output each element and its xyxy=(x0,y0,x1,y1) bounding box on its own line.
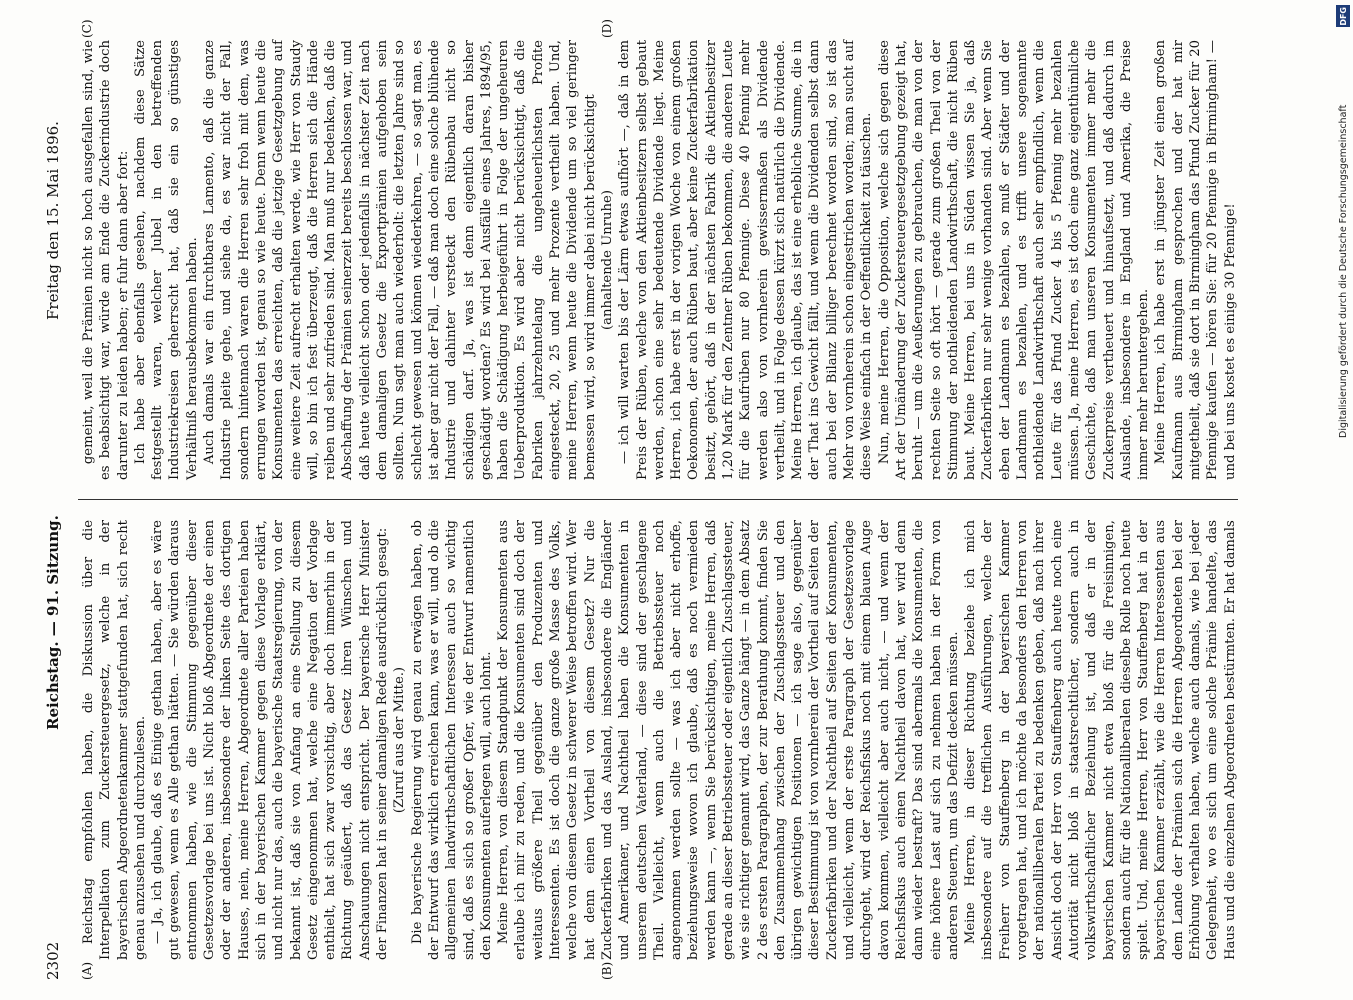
quote-paragraph: Ich habe aber ebenfalls gesehen, nachdem diese Sätze festgestellt waren, welcher Jubel in den betreffenden Industriekreisen geherrscht hat, daß sie ein so günstiges Verhältniß herausbekommen haben. xyxy=(132,40,200,480)
left-column xyxy=(80,520,1239,960)
header-title: Reichstag. — 91. Sitzung. xyxy=(44,515,62,730)
margin-marker-a: (A) xyxy=(80,961,94,980)
paragraph: — Ja, ich glaube, daß es Einige gethan haben, aber es wäre gut gewesen, wenn es Alle gethan hätten. — Sie würden daraus entnommen haben, wie die Stimmung gegenüber dieser Gesetzesvorlage bei uns ist. Nicht bloß Abgeordnete der einen oder der anderen, insbesondere der linken Seite des dortigen Hauses, nein, meine Herren, Abgeordnete aller Parteien haben sich in der bayerischen Kammer gegen diese Vorlage erklärt, und nicht nur das, auch die bayerische Staatsregierung, von der bekannt ist, daß sie von Anfang an eine Stellung zu diesem Gesetz eingenommen hat, welche eine Negation der Vorlage enthielt, hat sich zwar vorsichtig, aber doch immerhin in der Richtung geäußert, daß das Gesetz ihren Wünschen und Anschauungen nicht entspricht. Der bayerische Herr Minister der Finanzen hat in seiner damaligen Rede ausdrücklich gesagt: xyxy=(150,520,391,960)
paragraph: Meine Herren, ich habe erst in jüngster Zeit einen großen Kaufmann aus Birmingham gesprochen und der hat mir mitgetheilt, daß sie dort in Birmingham das Pfund Zucker für 20 Pfennige kaufen — hören Sie: für 20 Pfennige in Birmingham! — und bei uns kostet es einige 30 Pfennige! xyxy=(1153,40,1238,480)
right-column xyxy=(80,40,1239,480)
page-header xyxy=(40,20,70,980)
paragraph: Nun, meine Herren, die Opposition, welche sich gegen diese Art der Umänderung der Zuckersteuergesetzgebung gezeigt hat, beruht — um die Aeußerungen zu gebrauchen, die man von der rechten Seite so oft hört — gerade zum großen Theil von der Stimmung der nothleidenden Landwirthschaft, die nicht Rüben baut. Meine Herren, bei uns in Süden wissen Sie ja, daß Zuckerfabriken nur sehr wenige vorhanden sind. Aber wenn Sie eben der Landmann es bezahlen, so muß er Städter und der Landmann es bezahlen, und es trifft unsere sogenannte nothleidende Landwirthschaft auch sehr empfindlich, wenn die Leute für das Pfund Zucker 4 bis 5 Pfennig mehr bezahlen müssen. Ja, meine Herren, es ist doch eine ganz eigenthümliche Geschichte, daß man unseren Konsumenten immer mehr die Zuckerpreise vertheuert und hinaufsetzt, und daß dadurch im Auslande, insbesondere in England und Amerika, die Preise immer mehr heruntergehen. xyxy=(876,40,1152,480)
paragraph: gemeint, weil die Prämien nicht so hoch ausgefallen sind, wie es beabsichtigt war, würde am Ende die Zuckerindustrie doch darunter zu leiden haben; er fuhr dann aber fort: xyxy=(81,40,131,480)
margin-marker-d: (D) xyxy=(600,19,614,38)
dfg-logo: DFG xyxy=(1336,5,1350,27)
header-date: Freitag den 15. Mai 1896. xyxy=(44,121,62,320)
interjection: (anhaltende Unruhe) xyxy=(599,190,615,330)
quote-paragraph: Die bayerische Regierung wird genau zu erwägen haben, ob der Entwurf das wirklich erreichen kann, was er will, und ob die allgemeinen landwirthschaftlichen Interessen auch so wichtig sind, daß es sich so großer Opfer, wie der Entwurf namentlich den Konsumenten auferlegen will, auch lohnt. xyxy=(409,520,494,960)
digitization-credit: Digitalisierung gefördert durch die Deutsche Forschungsgemeinschaft xyxy=(1338,104,1349,438)
paragraph: — ich will warten bis der Lärm etwas aufhört —, daß in dem Preis der Rüben, welche von den Aktienbesitzern selbst gebaut werden, schon eine sehr bedeutende Dividende liegt. Meine Herren, ich habe erst in der vorigen Woche von einem großen Oekonomen, der auch Rüben baut, aber keine Zuckerfabrikation besitzt, gehört, daß in der nächsten Fabrik die Aktienbesitzer 1,20 Mark für den Zentner Rüben bekommen, die anderen Leute für die Kaufrüben nur 80 Pfennige. Diese 40 Pfennig mehr werden also von vornherein gewissermaßen als Dividende vertheilt, und in Folge dessen kürzt sich natürlich die Dividende. Meine Herren, ich glaube, das ist eine erhebliche Summe, die in der That ins Gewicht fällt, und wenn die Dividenden selbst dann auch bei der Bilanz billiger berechnet worden sind, so ist das Mehr von vornherein schon eingestrichen worden; man sucht auf diese Weise einfach in der Oeffentlichkeit zu täuschen. xyxy=(617,40,875,480)
margin-marker-c: (C) xyxy=(80,19,94,38)
margin-marker-b: (B) xyxy=(600,961,614,980)
paragraph: Auch damals war ein furchtbares Lamento, daß die ganze Industrie pleite gehe, und siehe da, es war nicht der Fall, sondern hintennach waren die Herren sehr froh mit dem, was errungen worden ist, genau so wie heute. Denn wenn heute die Konsumenten das erreichten, daß die jetzige Gesetzgebung auf eine weitere Zeit aufrecht erhalten werde, wie Herr von Staudy will, so bin ich fest überzeugt, daß die Herren sich die Hände reiben und sehr zufrieden sind. Man muß nur bedenken, daß die Abschaffung der Prämien seinerzeit bereits beschlossen war, und daß heute vielleicht schon oder jedenfalls in nächster Zeit nach dem damaligen Gesetz die Exportprämien aufgehoben sein sollten. Nun sagt man auch wiederholt: die letzten Jahre sind so schlecht gewesen und können wiederkehren, — so sagt man, es ist aber gar nicht der Fall, — daß man doch eine solche blühende Industrie und dahinter versteckt den Rübenbau nicht so schädigen darf. Ja, was ist denn eigentlich daran bisher geschädigt worden? Es wird bei Ausfälle eines Jahres, 1894/95, haben die Schädigung herbeigeführt in Folge der ungeheuren Ueberproduktion. Es wird aber nicht berücksichtigt, daß die Fabriken jahrzehntelang die ungeheuerlichsten Profite eingesteckt, 20, 25 und mehr Prozente vertheilt haben. Und, meine Herren, wenn heute die Dividende um so viel geringer bemessen wird, so wird immer dabei nicht berücksichtigt xyxy=(202,40,598,480)
paragraph: Meine Herren, in dieser Richtung beziehe ich mich insbesondere auf die trefflichen Ausführungen, welche der Freiherr von Stauffenberg in der bayerischen Kammer vorgetragen hat, und ich möchte da besonders den Herren von der nationalliberalen Partei zu bedenken geben, daß nach ihrer Ansicht doch der Herr von Stauffenberg auch heute noch eine Autorität nicht bloß in staatsrechtlicher, sondern auch in volkswirthschaftlicher Beziehung ist, und daß er in der bayerischen Kammer nicht etwa bloß für die Freisinnigen, sondern auch für die Nationalliberalen dieselbe Rolle noch heute spielt. Und, meine Herren, Herr von Stauffenberg hat in der bayerischen Kammer erzählt, wie die Herren Interessenten aus dem Lande der Prämien sich die Herren Abgeordneten bei der Erhöhung verhalten haben, welche auch damals, wie bei jeder Gelegenheit, wo es sich um eine solche Prämie handelte, das Haus und die einzelnen Abgeordneten bestürmten. Er hat damals xyxy=(963,520,1238,960)
interjection: (Zuruf aus der Mitte.) xyxy=(392,666,408,814)
paragraph: Meine Herren, von diesem Standpunkt der Konsumenten aus erlaube ich mir zu reden, und die Konsumenten sind doch der weitaus größere Theil gegenüber den Produzenten und Interessenten. Es ist doch die ganze große Masse des Volks, welche von diesem Gesetz in schwerer Weise betroffen wird. Wer hat denn einen Vortheil von diesem Gesetz? Nur die Zuckerfabriken und das Ausland, insbesondere die Engländer und Amerikaner, und Nachtheil haben die Konsumenten in unserem deutschen Vaterland, — diese sind der geschlagene Theil. Vielleicht, wenn auch die Betriebssteuer noch angenommen werden sollte — was ich aber nicht erhoffe, beziehungsweise wovon ich glaube, daß es noch vermieden werden kann —, wenn Sie berücksichtigen, meine Herren, daß gerade an dieser Betriebssteuer oder eigentlich Zuschlagssteuer, wie sie richtiger genannt wird, das Ganze hängt — in dem Absatz 2 des ersten Paragraphen, der zur Berathung kommt, finden Sie den Zusammenhang zwischen der Zuschlagssteuer und den übrigen gewichtigen Positionen — ich sage also, gegenüber dieser Bestimmung ist von vornherein der Vortheil auf Seiten der Zuckerfabriken und der Nachtheil auf Seiten der Konsumenten, und vielleicht, wenn der erste Paragraph der Gesetzesvorlage durchgeht, wird der Reichsfiskus noch mit einem blauen Auge davon kommen, vielleicht aber auch nicht, — und wenn der Reichsfiskus auch einen Nachtheil davon hat, wer wird denn dann wieder bestraft? Das sind abermals die Konsumenten, die eine höhere Last auf sich zu nehmen haben in der Form von anderen Steuern, um das Defizit decken müssen. xyxy=(496,520,961,960)
page-number: 2302 xyxy=(44,941,62,980)
column-divider xyxy=(78,499,1238,500)
paragraph: Reichstag empfohlen haben, die Diskussion über die Interpellation zum Zuckersteuergesetz, welche in der bayerischen Abgeordnetenkammer stattgefunden hat, sich recht genau anzusehen und durchzulesen. xyxy=(81,520,148,960)
